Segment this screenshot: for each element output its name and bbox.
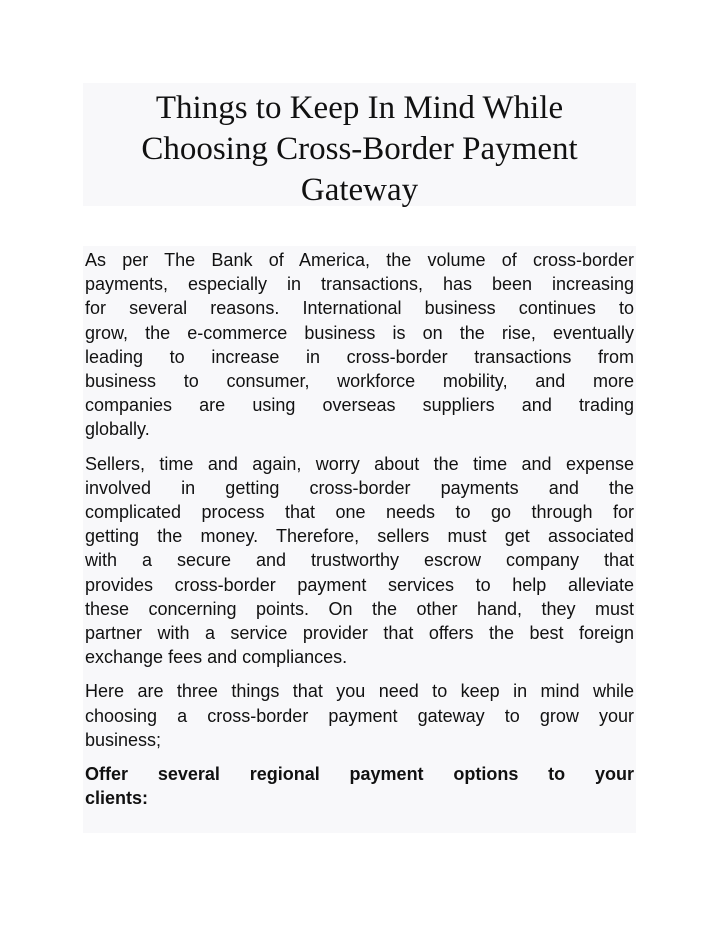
text-line: with a secure and trustworthy escrow company that [85,550,634,571]
paragraph-sellers [85,452,634,670]
text-line: Sellers, time and again, worry about the time and expense [85,453,634,474]
paragraph-three-things [85,679,634,752]
title-line: Things to Keep In Mind While [155,90,564,126]
text-line: Here are three things that you need to keep in mind while [85,681,634,702]
title-line: Choosing Cross-Border Payment [141,131,578,167]
title-line: Gateway [300,172,419,208]
text-line: globally. [85,419,150,440]
text-line: involved in getting cross-border payments and the [85,477,634,498]
text-line: business to consumer, workforce mobility, and more [85,371,634,392]
text-line: companies are using overseas suppliers and trading [85,395,634,416]
text-line: exchange fees and compliances. [85,647,348,668]
title-block [83,83,636,206]
text-line: grow, the e-commerce business is on the rise, eventually [85,322,634,343]
heading-line: clients: [85,788,149,809]
text-line: payments, especially in transactions, has been increasing [85,274,634,295]
text-line: these concerning points. On the other hand, they must [85,598,634,619]
section-heading [85,762,634,810]
text-line: provides cross-border payment services to help alleviate [85,574,634,595]
page-title [83,88,636,211]
text-line: choosing a cross-border payment gateway to grow your [85,705,634,726]
heading-line: Offer several regional payment options to your [85,764,634,785]
paragraph-intro [85,248,634,442]
text-line: partner with a service provider that offers the best foreign [85,623,634,644]
text-line: for several reasons. International business continues to [85,298,634,319]
text-line: As per The Bank of America, the volume of cross-border [85,250,634,270]
text-line: business; [85,729,162,750]
body-text-block [83,246,636,833]
text-line: getting the money. Therefore, sellers must get associated [85,526,634,547]
text-line: leading to increase in cross-border transactions from [85,346,634,367]
text-line: complicated process that one needs to go through for [85,502,634,523]
